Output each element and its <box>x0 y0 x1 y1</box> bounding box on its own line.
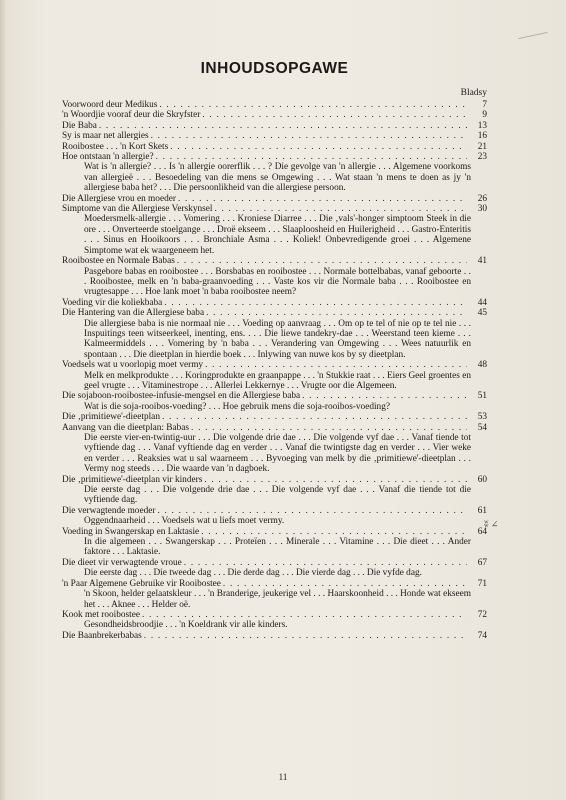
table-of-contents <box>62 60 487 641</box>
toc-entry-page: 48 <box>477 360 487 371</box>
dot-leader <box>142 610 467 620</box>
toc-entry-page: 53 <box>477 412 487 423</box>
toc-entry <box>62 631 487 641</box>
toc-entry-title: Die dieet vir verwagtende vroue <box>62 557 182 568</box>
toc-entry-title: Rooibostee en Normale Babas <box>62 256 175 267</box>
dot-leader <box>206 308 467 318</box>
page-title: INHOUDSOPGAWE <box>200 60 349 77</box>
toc-entry-title: Hoe ontstaan 'n allergie? <box>62 152 154 163</box>
page-edge-mark <box>518 32 548 39</box>
toc-entry <box>62 100 487 110</box>
toc-entry <box>62 308 487 360</box>
toc-entry-page: 64 <box>477 526 487 537</box>
toc-entry <box>62 391 487 412</box>
toc-entry-heading <box>62 256 487 266</box>
toc-entry <box>62 152 487 194</box>
dot-leader <box>156 152 467 162</box>
toc-entry-title: Voeding vir die koliekbaba <box>62 297 163 308</box>
toc-entry <box>62 527 487 558</box>
toc-entry-subtopics: Melk en melkprodukte . . . Koringprodukte en graanpappe . . . 'n Stukkie raat . . . Eiers Geel groentes en geel vrugte . . . Vitaminestrope . . . Allerlei Lekkernye . . . Vrugte oor die Algemeen. <box>84 370 471 391</box>
toc-entry-page: 23 <box>477 152 487 163</box>
dot-leader <box>184 558 467 568</box>
toc-entry-heading <box>62 121 487 131</box>
toc-entry-title: Die Baba <box>62 120 97 131</box>
toc-entry-page: 21 <box>477 141 487 152</box>
toc-entry-subtopics: In die algemeen . . . Swangerskap . . . Proteïen . . . Minerale . . . Vitamine . . . Die dieet . . . Ander faktore . . . Laktasie. <box>84 537 471 558</box>
toc-entry-subtopics: Gesondheidsbroodjie . . . 'n Koeldrank vir alle kinders. <box>84 620 288 631</box>
toc-entry-subtopics: Oggendnaarheid . . . Voedsels wat u liefs moet vermy. <box>84 516 285 527</box>
toc-entry-heading <box>62 152 487 162</box>
toc-entry-subtopics: Die eerste dag . . . Die volgende drie dae . . . Die volgende vyf dae . . . Vanaf die tiende tot die vyftiende dag. <box>84 485 471 506</box>
toc-entry-heading <box>62 579 487 589</box>
dot-leader <box>214 204 467 214</box>
toc-entry-page: 60 <box>477 474 487 485</box>
toc-entry-page: 72 <box>477 609 487 620</box>
toc-entry-title: Voedsels wat u voorlopig moet vermy <box>62 360 204 371</box>
toc-entry-heading <box>62 110 487 120</box>
toc-entry <box>62 142 487 152</box>
pencil-mark: ʬ ∠ <box>484 519 499 529</box>
dot-leader <box>99 121 467 131</box>
toc-entry-heading <box>62 475 487 485</box>
toc-entry <box>62 412 487 422</box>
toc-entry <box>62 360 487 391</box>
toc-entry-page: 13 <box>477 120 487 131</box>
toc-entry <box>62 298 487 308</box>
toc-entry-heading <box>62 423 487 433</box>
toc-entry-subtopics: Die eerste vier-en-twintig-uur . . . Die volgende drie dae . . . Die volgende vyf dae . . . Vanaf tiende tot vyftiende dag . . . Vanaf vyftiende dag en verder . . . Vanaf die twintigste dag en verder . . . Vier weke en verder . . . Reaksies wat u sal waarneem . . . Byvoeging van melk by die ‚primitiewe'-dieetplan . . . Vermy nog steeds . . . Die waarde van 'n dagboek. <box>84 433 471 475</box>
toc-entry <box>62 506 487 527</box>
page-number: 11 <box>278 772 288 782</box>
dot-leader <box>170 142 467 152</box>
dot-leader <box>178 194 467 204</box>
column-header-page: Bladsy <box>460 88 487 98</box>
dot-leader <box>159 100 467 110</box>
toc-entry-title: 'n Woordjie vooraf deur die Skryfster <box>62 110 201 121</box>
toc-entry-subtopics: Pasgebore babas en rooibostee . . . Borsbabas en rooibostee . . . Normale bottelbabas, vanaf geboorte . . . Rooibostee, melk en 'n baba-graanvoeding . . . Vaste kos vir die Normale baba . . . Rooibostee en vrugtesappe . . . Hoe lank moet 'n baba rooibostee neem? <box>84 266 471 298</box>
toc-entry-page: 71 <box>477 578 487 589</box>
toc-entry <box>62 558 487 579</box>
toc-entry-page: 51 <box>477 391 487 402</box>
dot-leader <box>204 475 467 485</box>
toc-entry <box>62 610 487 631</box>
toc-entry-page: 54 <box>477 422 487 433</box>
toc-entry-heading <box>62 308 487 318</box>
toc-entry-title: Die ‚primitiewe'-dieetplan vir kinders <box>62 474 203 485</box>
toc-entry-title: Die verwagtende moeder <box>62 505 156 516</box>
toc-entry-title: Die ‚primitiewe'-dieetplan <box>62 412 160 423</box>
toc-entry-subtopics: Die eerste dag . . . Die tweede dag . . . Die derde dag . . . Die vierde dag . . . Die vyfde dag. <box>84 568 422 579</box>
page-fold-shadow <box>0 0 6 800</box>
toc-entry-page: 44 <box>477 297 487 308</box>
toc-entry-page: 45 <box>477 308 487 319</box>
toc-entry-title: 'n Paar Algemene Gebruike vir Rooibostee <box>62 578 221 589</box>
toc-entry <box>62 121 487 131</box>
toc-entry-heading <box>62 131 487 141</box>
toc-entry-heading <box>62 194 487 204</box>
toc-entry-page: 74 <box>477 630 487 641</box>
toc-entry-heading <box>62 142 487 152</box>
toc-entry-title: Die Baanbrekerbabas <box>62 630 142 641</box>
toc-entry-page: 16 <box>477 131 487 142</box>
toc-entry-title: Die Allergiese vrou en moeder <box>62 193 176 204</box>
dot-leader <box>223 579 467 589</box>
toc-entry-page: 61 <box>477 505 487 516</box>
toc-entry-heading <box>62 100 487 110</box>
dot-leader <box>151 131 467 141</box>
toc-entry-title: Sy is maar net allergies <box>62 131 149 142</box>
toc-entry <box>62 256 487 298</box>
dot-leader <box>302 391 467 401</box>
toc-entry-subtopics: Die allergiese baba is nie normaal nie . . . Voeding op aanvraag . . . Om op te tel of nie op te tel nie . . . Inspuitings teen witseerkeel, inenting, ens. . . . Die liewe tandekry-dae . . . Weerstand teen kieme . . . Kalmeermiddels . . . Vomering by 'n baba . . . Verandering van Omgewing . . . Wees natuurlik en spontaan . . . Die dieetplan in hierdie boek . . . Inlywing van nuwe kos by sy dieetplan. <box>84 318 471 360</box>
dot-leader <box>205 360 467 370</box>
dot-leader <box>157 506 467 516</box>
toc-entry-title: Kook met rooibostee <box>62 609 140 620</box>
toc-entry <box>62 475 487 506</box>
toc-entry-subtopics: Moedersmelk-allergie . . . Vomering . . . Kroniese Diarree . . . Die ‚vals'-honger simptoom Steek in die ore . . . Onverteerde stoelgange . . . Droë ekseem . . . Slaaploosheid en Huilerigheid . . . Gastro-Enteritis . . . Sinus en Hooikoors . . . Bronchiale Asma . . . Koliek! Onbevredigende groei . . . Algemene Simptome wat ek waargeneem het. <box>84 214 471 256</box>
toc-entry <box>62 131 487 141</box>
toc-entry-title: Die sojaboon-rooibostee-infusie-mengsel en die Allergiese baba <box>62 391 301 402</box>
toc-entry-title: Aanvang van die dieetplan: Babas <box>62 422 190 433</box>
toc-entry-heading <box>62 558 487 568</box>
toc-entry-page: 7 <box>482 100 487 110</box>
dot-leader <box>202 110 467 120</box>
dot-leader <box>191 423 467 433</box>
toc-entry-heading <box>62 204 487 214</box>
toc-entry-heading <box>62 298 487 308</box>
toc-entry-heading <box>62 391 487 401</box>
dot-leader <box>144 631 467 641</box>
toc-entry <box>62 110 487 120</box>
toc-list <box>62 100 487 641</box>
toc-entry-heading <box>62 412 487 422</box>
dot-leader <box>177 256 467 266</box>
toc-entry-page: 67 <box>477 557 487 568</box>
toc-entry-subtopics: Wat is 'n allergie? . . . Is 'n allergie oorerflik . . . ? Die gevolge van 'n allergie . . . Algemene voorkoms van allergieë . . . Besoedeling van die mens se Omgewing . . . Wat staan 'n mens te doen as jy 'n allergiese baba het? . . . Die persoonlikheid van die allergiese persoon. <box>84 162 471 194</box>
toc-entry <box>62 579 487 610</box>
toc-entry-title: Die Hantering van die Allergiese baba <box>62 308 205 319</box>
toc-entry-title: Rooibostee . . . 'n Kort Skets <box>62 141 169 152</box>
toc-entry-title: Voorwoord deur Medikus <box>62 100 158 110</box>
dot-leader <box>201 527 467 537</box>
dot-leader <box>164 298 467 308</box>
dot-leader <box>162 412 467 422</box>
toc-entry <box>62 194 487 204</box>
toc-entry <box>62 204 487 256</box>
toc-entry-heading <box>62 506 487 516</box>
toc-entry-subtopics: 'n Skoon, helder gelaatskleur . . . 'n Branderige, jeukerige vel . . . Haarskoonheid . . . Honde wat ekseem het . . . Aknee . . . Helder oë. <box>84 589 471 610</box>
toc-entry-page: 41 <box>477 256 487 267</box>
toc-entry-page: 30 <box>477 204 487 215</box>
toc-entry-title: Voeding in Swangerskap en Laktasie <box>62 526 200 537</box>
toc-entry-subtopics: Wat is die soja-rooibos-voeding? . . . Hoe gebruik mens die soja-rooibos-voeding? <box>84 401 390 412</box>
toc-entry-page: 26 <box>477 193 487 204</box>
toc-entry-title: Simptome van die Allergiese Verskynsel <box>62 204 213 215</box>
toc-entry-heading <box>62 631 487 641</box>
toc-entry-page: 9 <box>482 110 487 121</box>
toc-entry-heading <box>62 610 487 620</box>
toc-entry <box>62 423 487 475</box>
toc-entry-heading <box>62 527 487 537</box>
toc-entry-heading <box>62 360 487 370</box>
